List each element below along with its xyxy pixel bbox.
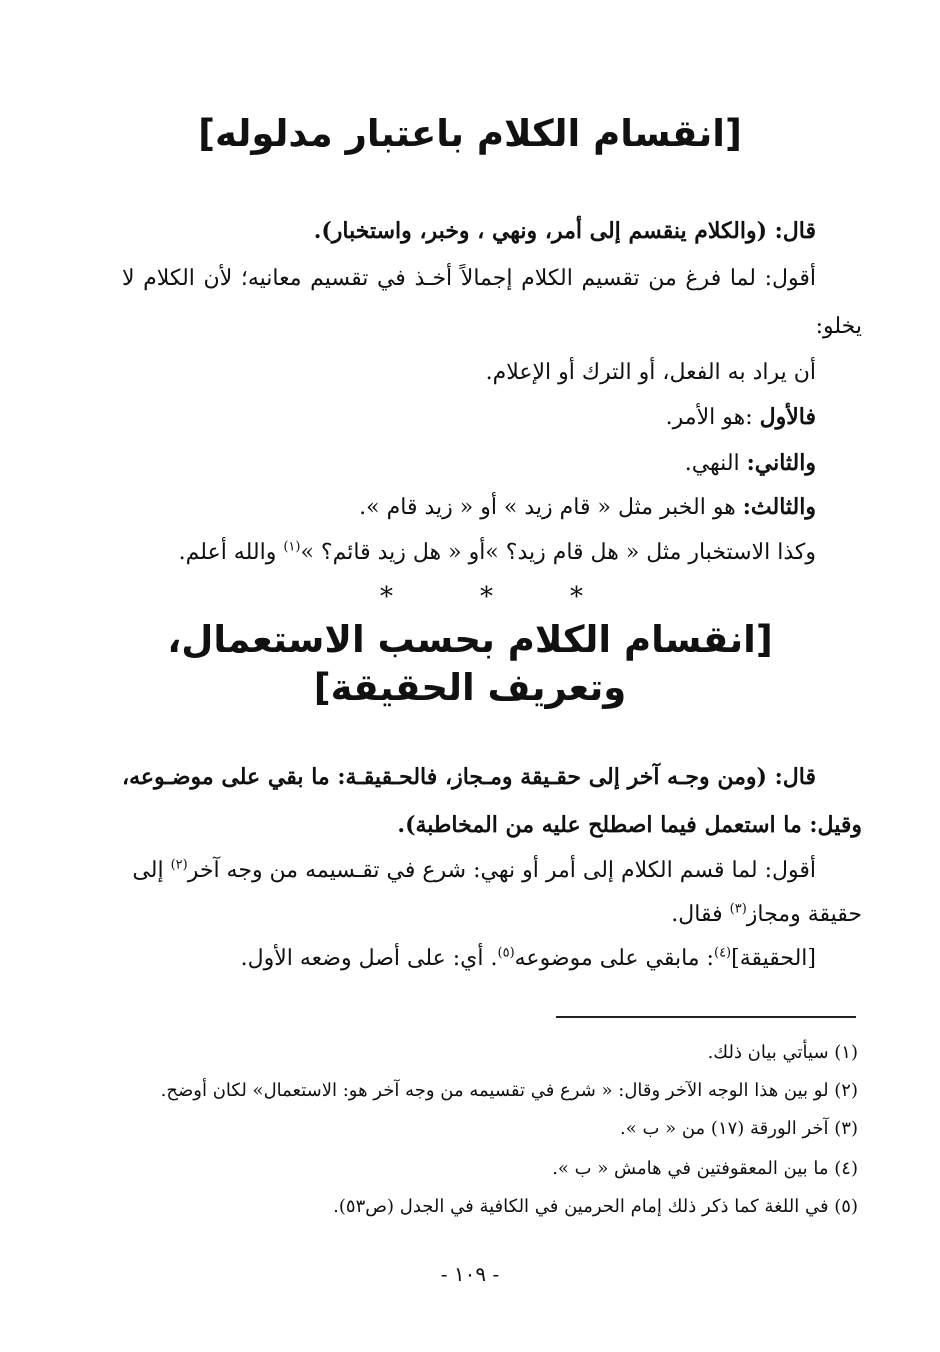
division-third (359, 496, 816, 519)
section-heading-2: [انقسام الكلام بحسب الاستعمال، (167, 618, 773, 661)
footnote-item: (٤) ما بين المعقوفتين في هامش « ب ». (552, 1158, 858, 1179)
footnote-ref-5[interactable]: (٥) (497, 945, 515, 961)
footnote-ref-1[interactable]: (١) (283, 539, 301, 555)
division-first (666, 406, 816, 429)
division-label: والثالث: (742, 494, 816, 520)
division-text: النهي. (684, 451, 747, 476)
footnote-item: (٥) في اللغة كما ذكر ذلك إمام الحرمين في الكافية في الجدل (ص٥٣). (333, 1196, 858, 1217)
line-text: حقيقة ومجاز (746, 902, 862, 927)
footnote-item: (١) سيأتي بيان ذلك. (707, 1042, 858, 1063)
star-glyph: * (380, 582, 393, 612)
footnote-ref-4[interactable]: (٤) (713, 945, 732, 961)
division-second (685, 452, 816, 475)
footnote-ref-3[interactable]: (٣) (729, 901, 747, 917)
line-text: : مابقي على موضوعه (514, 946, 714, 971)
footnote-separator (556, 1016, 856, 1018)
star-glyph: * (570, 582, 583, 612)
sharh-line: يخلو: (815, 314, 862, 339)
matn-line: قال: (والكلام ينقسم إلى أمر، ونهي ، وخبر، واستخبار). (313, 218, 816, 244)
footnote-item: (٣) آخر الورقة (١٧) من « ب ». (619, 1118, 858, 1139)
line-text: والله أعلم. (178, 540, 284, 565)
line-text: [الحقيقة] (731, 946, 816, 971)
sharh-line: أن يراد به الفعل، أو الترك أو الإعلام. (485, 360, 816, 385)
line-text: . أي: على أصل وضعه الأول. (240, 946, 498, 971)
footnote-item: (٢) لو بين هذا الوجه الآخر وقال: « شرع في تقسيمه من وجه آخر هو: الاستعمال» لكان أوضح. (160, 1080, 858, 1101)
star-glyph: * (480, 582, 493, 612)
matn-line: قال: (ومن وجـه آخر إلى حقـيقة ومـجاز، فالحـقيقـة: ما بقي على موضـوعه، (122, 764, 816, 790)
line-text: فقال. (671, 902, 730, 927)
definition-line (240, 945, 816, 971)
division-text: :هو الأمر. (665, 405, 760, 430)
footnote-ref-2[interactable]: (٢) (170, 857, 188, 873)
sharh-line: أقول: لما فرغ من تقسيم الكلام إجمالاً أخـذ في تقسيم معانيه؛ لأن الكلام لا (122, 266, 816, 291)
line-text: أقول: لما قسم الكلام إلى أمر أو نهي: شرع في تقـسيمه من وجه آخر (187, 858, 816, 883)
line-text: وكذا الاستخبار مثل « هل قام زيد؟ »أو « هل زيد قائم؟ » (300, 540, 816, 565)
sharh-line (671, 901, 862, 927)
line-text: إلى (132, 858, 171, 883)
division-text: هو الخبر مثل « قام زيد » أو « زيد قام ». (359, 495, 743, 520)
page-number: - ١٠٩ - (440, 1262, 500, 1286)
division-label: والثاني: (746, 450, 816, 476)
section-heading-2-line2: وتعريف الحقيقة] (313, 666, 627, 709)
matn-line: وقيل: ما استعمل فيما اصطلح عليه من المخاطبة). (397, 812, 862, 838)
section-heading-1: [انقسام الكلام باعتبار مدلوله] (198, 112, 742, 155)
istikhbar-line (178, 539, 816, 565)
sharh-line (132, 857, 816, 883)
division-label: فالأول (759, 404, 816, 430)
